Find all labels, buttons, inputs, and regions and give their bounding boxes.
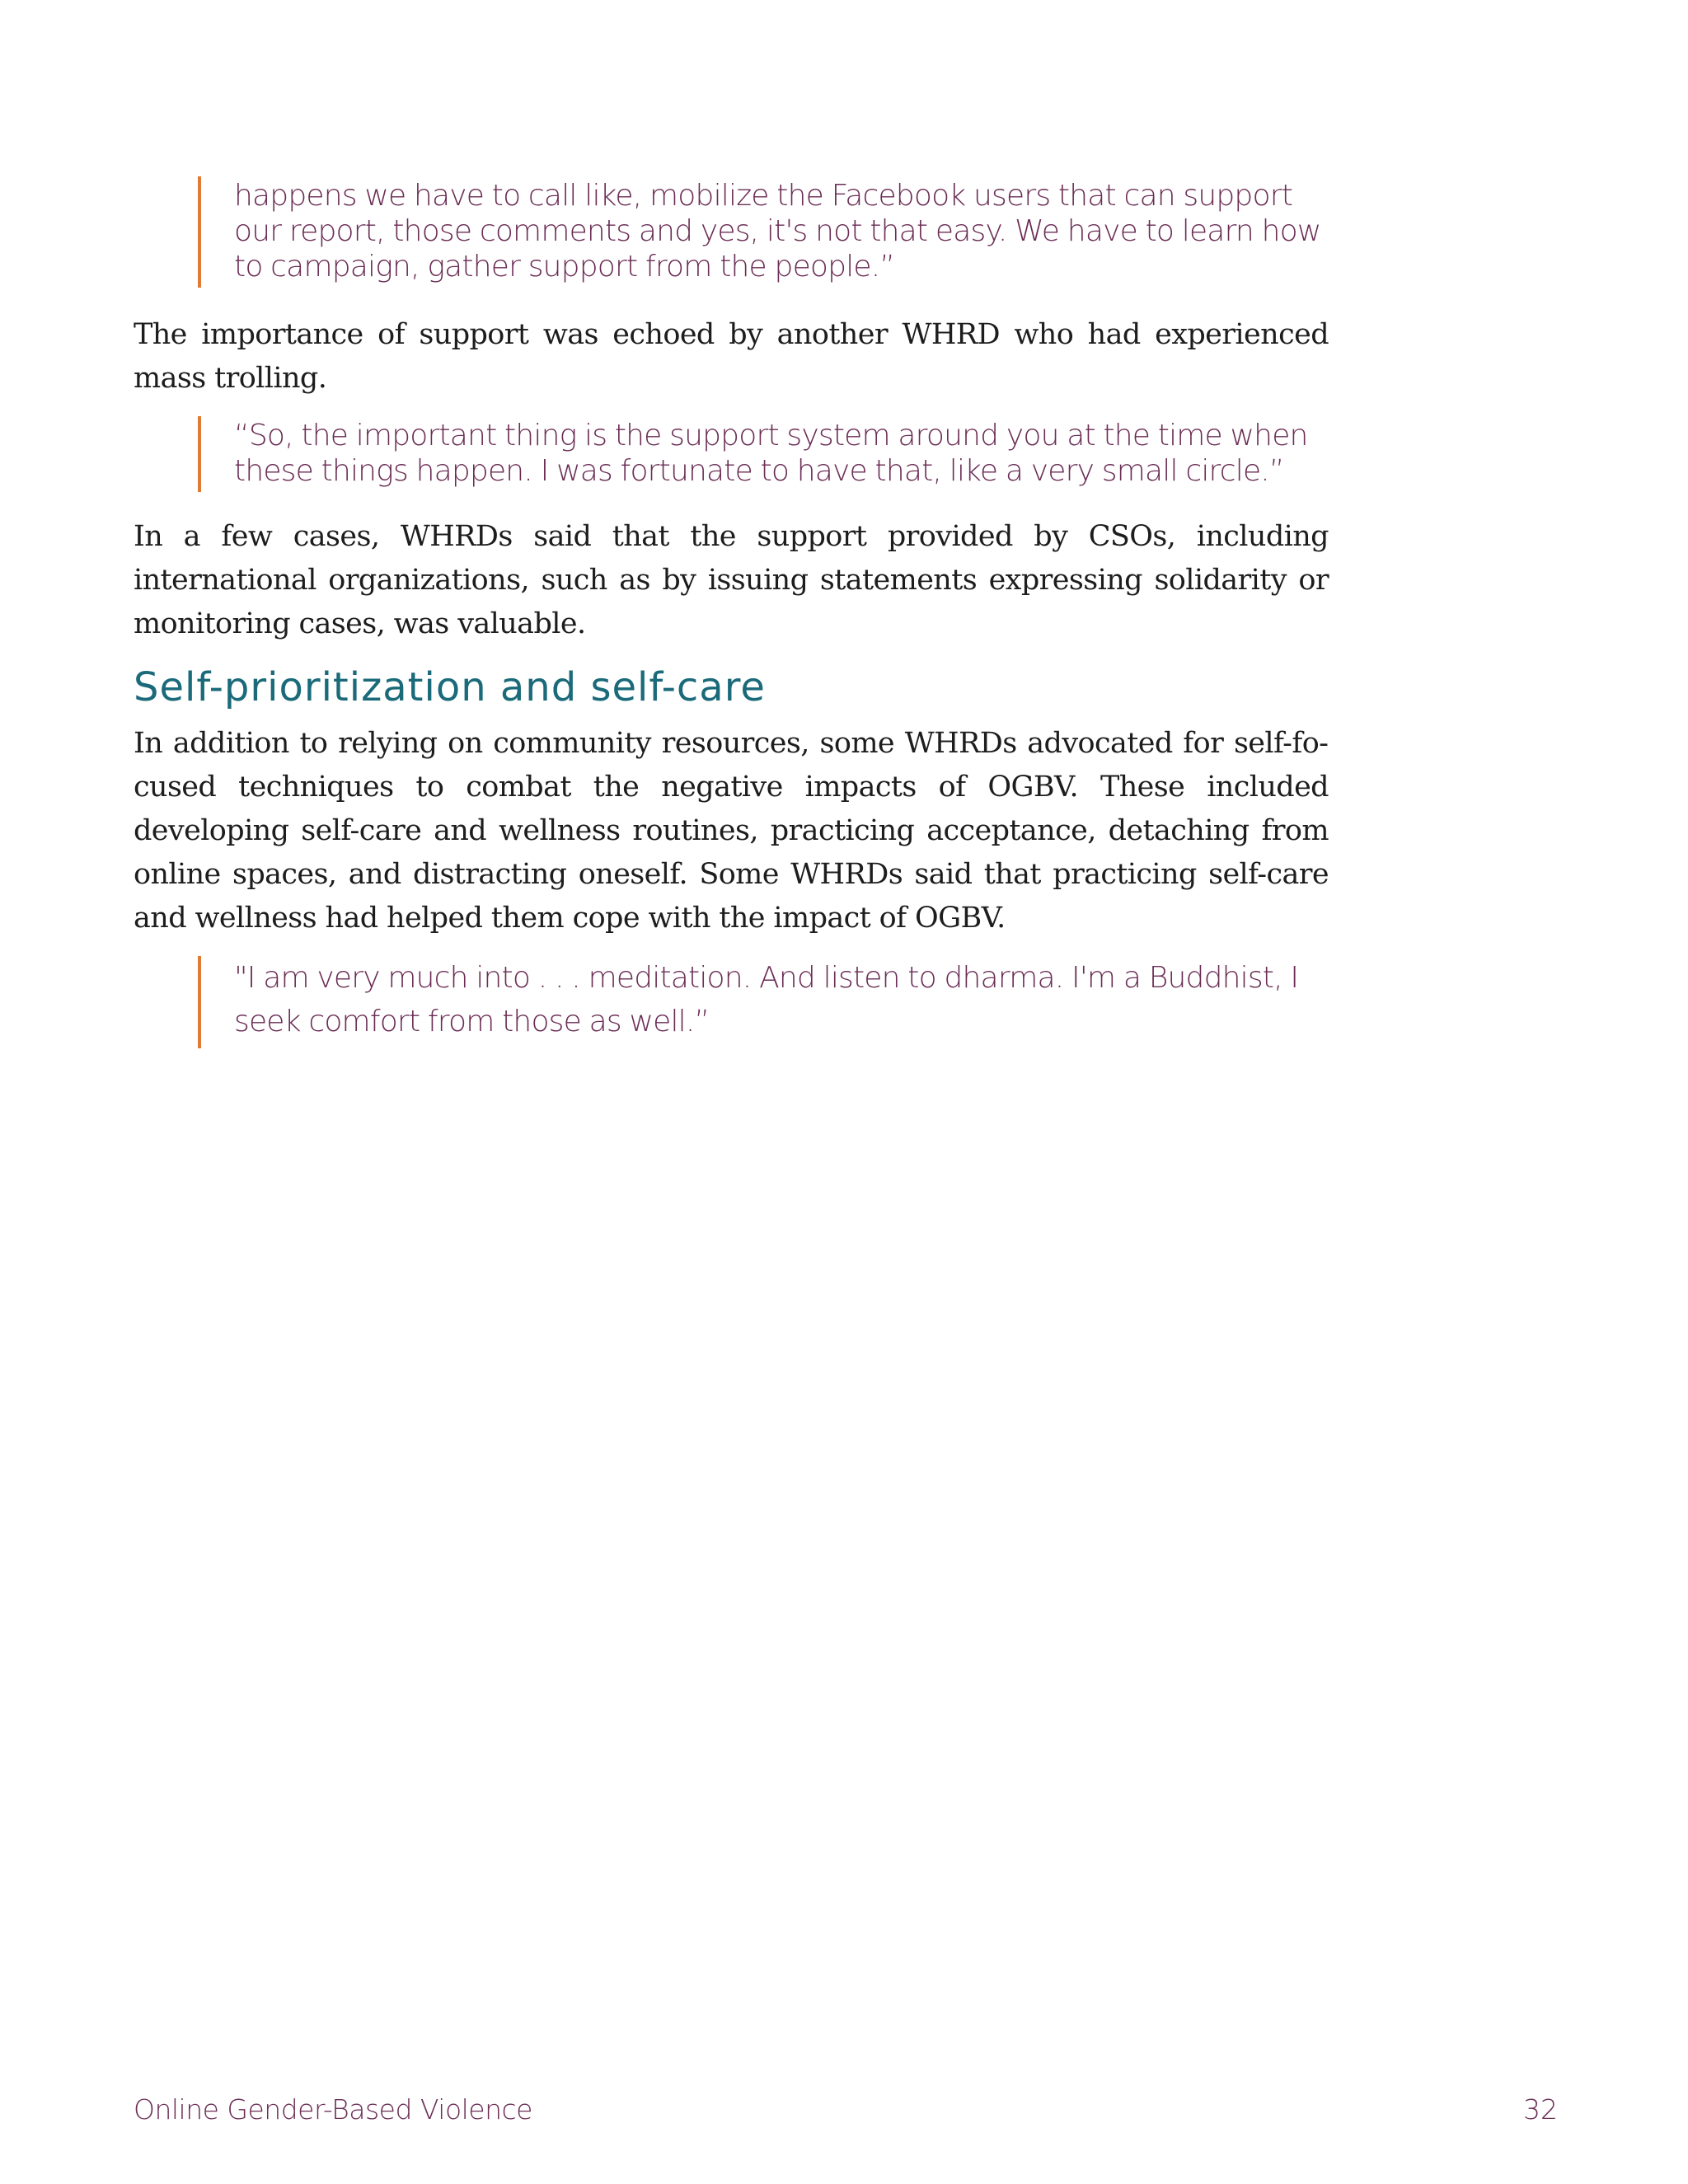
quote-block-2 — [198, 416, 1308, 492]
paragraph-cso-support — [134, 515, 1329, 646]
page-number: 32 — [1523, 2093, 1558, 2125]
quote-line: these things happen. I was fortunate to have that, like a very small circle.” — [234, 454, 1284, 488]
quote-block-1 — [198, 176, 1321, 288]
paragraph-support-echoed — [134, 313, 1329, 401]
quote-block-3 — [198, 956, 1299, 1048]
footer-title: Online Gender-Based Violence — [134, 2093, 532, 2125]
quote-line: “So, the important thing is the support system around you at the time when — [234, 419, 1308, 452]
section-heading: Self-prioritization and self-care — [134, 664, 766, 710]
quote-line: seek comfort from those as well.” — [234, 1005, 710, 1038]
quote-line: our report, those comments and yes, it's not that easy. We have to learn how — [234, 214, 1321, 248]
quote-line: "I am very much into . . . meditation. And listen to dharma. I'm a Buddhist, I — [234, 961, 1299, 995]
quote-line: happens we have to call like, mobilize the Facebook users that can support — [234, 179, 1293, 213]
body-paragraph: In a few cases, WHRDs said that the support provided by CSOs, including international organizations, such as by issuing statements expressing solidarity or monitoring cases, was valuable. — [134, 520, 1329, 640]
quote-line: to campaign, gather support from the people.” — [234, 250, 895, 284]
body-paragraph: In addition to relying on community resources, some WHRDs advocated for self-focused techniques to combat the negative impacts of OGBV. These included developing self-care and wellness routines, practicing acceptance, detaching from online spaces, and distracting oneself. Some WHRDs said that practicing self-care and wellness had helped them cope with the impact of OGBV. — [134, 727, 1329, 935]
paragraph-self-care — [134, 722, 1329, 940]
body-paragraph: The importance of support was echoed by another WHRD who had experienced mass trolling. — [134, 318, 1329, 395]
